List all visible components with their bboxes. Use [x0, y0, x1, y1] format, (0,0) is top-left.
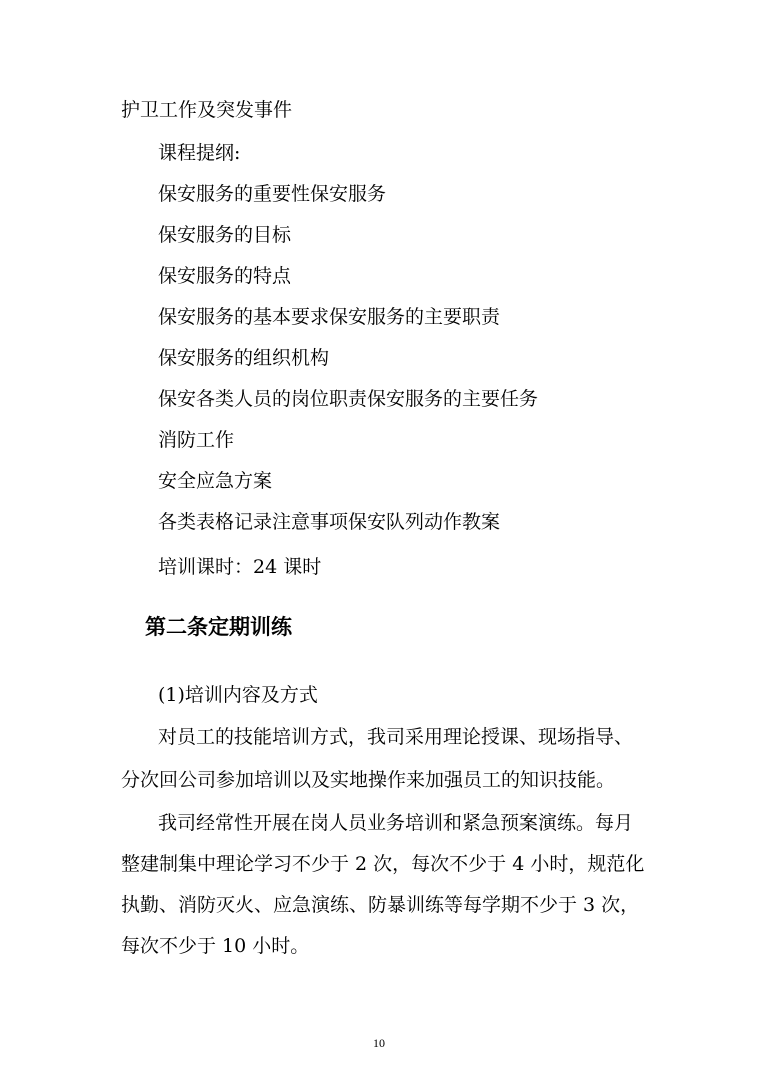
paragraph-line: 执勤、消防灭火、应急演练、防暴训练等每学期不少于 3 次， — [121, 894, 640, 916]
outline-item: 保安服务的重要性保安服务 — [158, 183, 387, 205]
section-heading: 第二条定期训练 — [145, 615, 292, 639]
outline-item: 保安服务的基本要求保安服务的主要职责 — [158, 306, 501, 328]
outline-item: 安全应急方案 — [158, 470, 273, 492]
page-number: 10 — [373, 1036, 385, 1050]
outline-label: 课程提纲: — [158, 142, 241, 164]
outline-item: 消防工作 — [158, 429, 235, 451]
paragraph-line: 对员工的技能培训方式，我司采用理论授课、现场指导、 — [158, 726, 634, 748]
outline-item: 保安服务的特点 — [158, 265, 292, 287]
paragraph-line: 整建制集中理论学习不少于 2 次，每次不少于 4 小时，规范化 — [121, 853, 645, 875]
outline-item: 保安服务的组织机构 — [158, 347, 330, 369]
continuation-line: 护卫工作及突发事件 — [121, 99, 293, 121]
outline-item: 保安服务的目标 — [158, 224, 292, 246]
outline-item: 各类表格记录注意事项保安队列动作教案 — [158, 511, 501, 533]
paragraph-line: 分次回公司参加培训以及实地操作来加强员工的知识技能。 — [121, 769, 616, 791]
subsection-heading: (1)培训内容及方式 — [158, 684, 318, 706]
paragraph-line: 我司经常性开展在岗人员业务培训和紧急预案演练。每月 — [158, 812, 634, 834]
paragraph-line: 每次不少于 10 小时。 — [121, 935, 310, 957]
outline-item: 保安各类人员的岗位职责保安服务的主要任务 — [158, 388, 539, 410]
training-hours: 培训课时：24 课时 — [158, 556, 322, 578]
